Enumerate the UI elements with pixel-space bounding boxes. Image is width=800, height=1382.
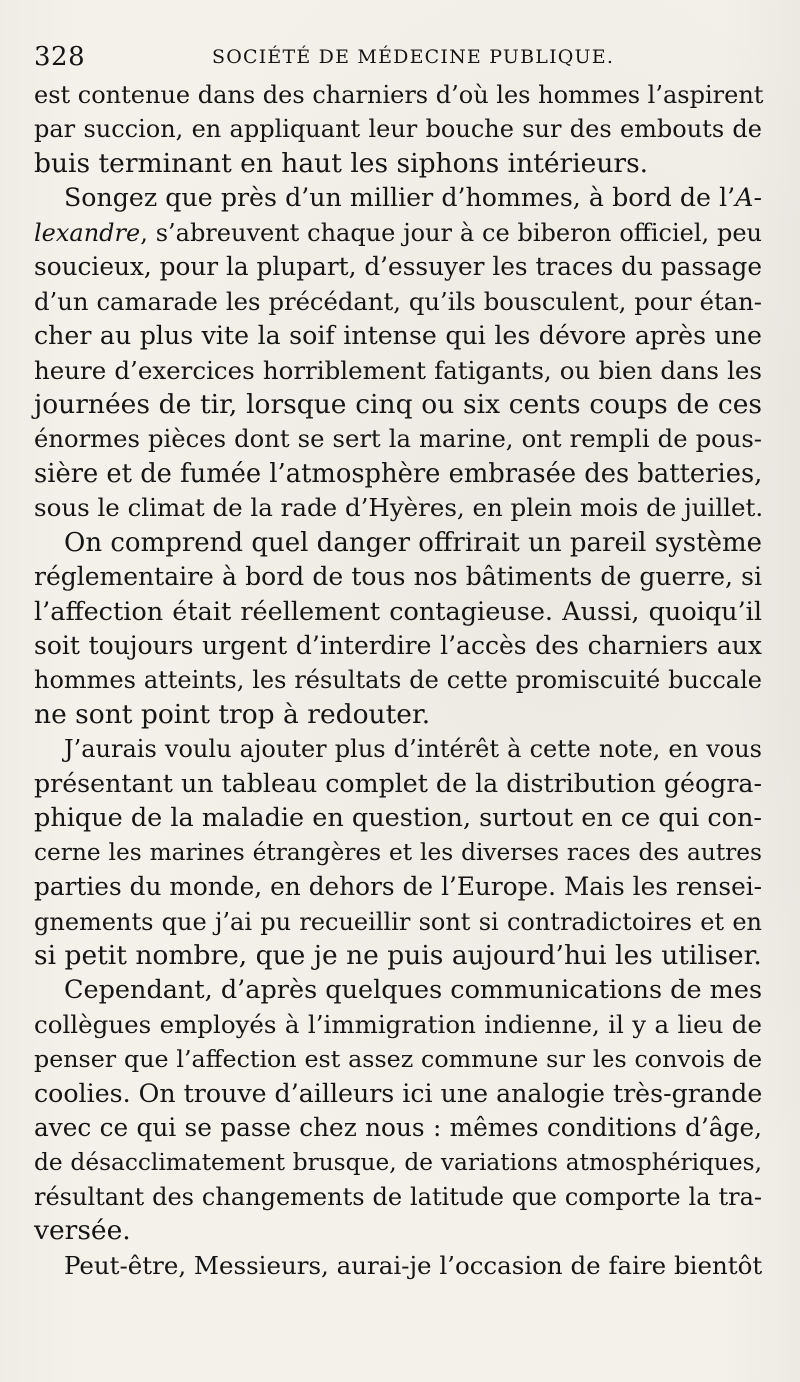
text-line xyxy=(34,216,762,250)
text-line: sière et de fumée l’atmosphère embrasée des batteries, xyxy=(34,458,763,489)
text-line: heure d’exercices horriblement fatigants, ou bien dans les xyxy=(34,355,762,385)
text-segment: , s’abreuvent chaque jour à ce biberon officiel, peu xyxy=(140,218,762,247)
text-line: buis terminant en haut les siphons intérieurs. xyxy=(34,147,649,179)
text-line: sous le climat de la rade d’Hyères, en plein mois de juillet. xyxy=(34,493,764,523)
italic-ship-name: A- xyxy=(735,183,762,213)
text-segment: Songez que près d’un millier d’hommes, à bord de l’ xyxy=(64,183,736,213)
text-line: collègues employés à l’immigration indienne, il y a lieu de xyxy=(34,1009,762,1039)
text-line: Cependant, d’après quelques communications de mes xyxy=(64,975,763,1006)
text-line: de désacclimatement brusque, de variations atmosphériques, xyxy=(34,1148,762,1176)
text-line: soucieux, pour la plupart, d’essuyer les traces du passage xyxy=(34,252,762,282)
text-line: résultant des changements de latitude que comporte la tra- xyxy=(34,1183,762,1211)
text-line: On comprend quel danger offrirait un pareil système xyxy=(64,527,762,558)
text-line: versée. xyxy=(34,1215,131,1247)
running-title: SOCIÉTÉ DE MÉDECINE PUBLIQUE. xyxy=(212,46,615,68)
text-line: énormes pièces dont se sert la marine, ont rempli de pous- xyxy=(34,424,762,454)
text-line: réglementaire à bord de tous nos bâtiments de guerre, si xyxy=(34,562,762,592)
text-line: coolies. On trouve d’ailleurs ici une analogie très-grande xyxy=(34,1078,763,1108)
text-line: gnements que j’ai pu recueillir sont si contradictoires et en xyxy=(34,907,762,936)
text-line: soit toujours urgent d’interdire l’accès des charniers aux xyxy=(34,631,762,660)
text-line: l’affection était réellement contagieuse. Aussi, quoiqu’il xyxy=(34,596,762,627)
text-line: avec ce qui se passe chez nous : mêmes conditions d’âge, xyxy=(34,1113,762,1143)
page-number: 328 xyxy=(34,42,86,72)
text-line: ne sont point trop à redouter. xyxy=(34,698,431,730)
text-line: J’aurais voulu ajouter plus d’intérêt à cette note, en vous xyxy=(64,735,762,764)
body-text xyxy=(34,78,762,1283)
text-line: parties du monde, en dehors de l’Europe. Mais les rensei- xyxy=(34,872,762,902)
text-line: si petit nombre, que je ne puis aujourd’hui les utiliser. xyxy=(34,939,762,971)
page-header xyxy=(34,42,754,76)
text-line: Peut-être, Messieurs, aurai-je l’occasion de faire bientôt xyxy=(64,1250,763,1280)
text-line: penser que l’affection est assez commune sur les convois de xyxy=(34,1045,762,1074)
text-line: cher au plus vite la soif intense qui les dévore après une xyxy=(34,321,762,351)
text-line: cerne les marines étrangères et les diverses races des autres xyxy=(34,838,762,866)
text-line: phique de la maladie en question, surtout en ce qui con- xyxy=(34,803,763,834)
text-line xyxy=(34,181,762,215)
text-line: journées de tir, lorsque cinq ou six cents coups de ces xyxy=(34,388,762,420)
text-line: est contenue dans des charniers d’où les hommes l’aspirent xyxy=(34,81,764,109)
italic-ship-name: lexandre xyxy=(34,218,141,247)
text-line: par succion, en appliquant leur bouche sur des embouts de xyxy=(34,115,762,144)
text-line: présentant un tableau complet de la distribution géogra- xyxy=(34,768,762,798)
text-line: hommes atteints, les résultats de cette promiscuité buccale xyxy=(34,666,762,695)
text-line: d’un camarade les précédant, qu’ils bousculent, pour étan- xyxy=(34,286,762,316)
